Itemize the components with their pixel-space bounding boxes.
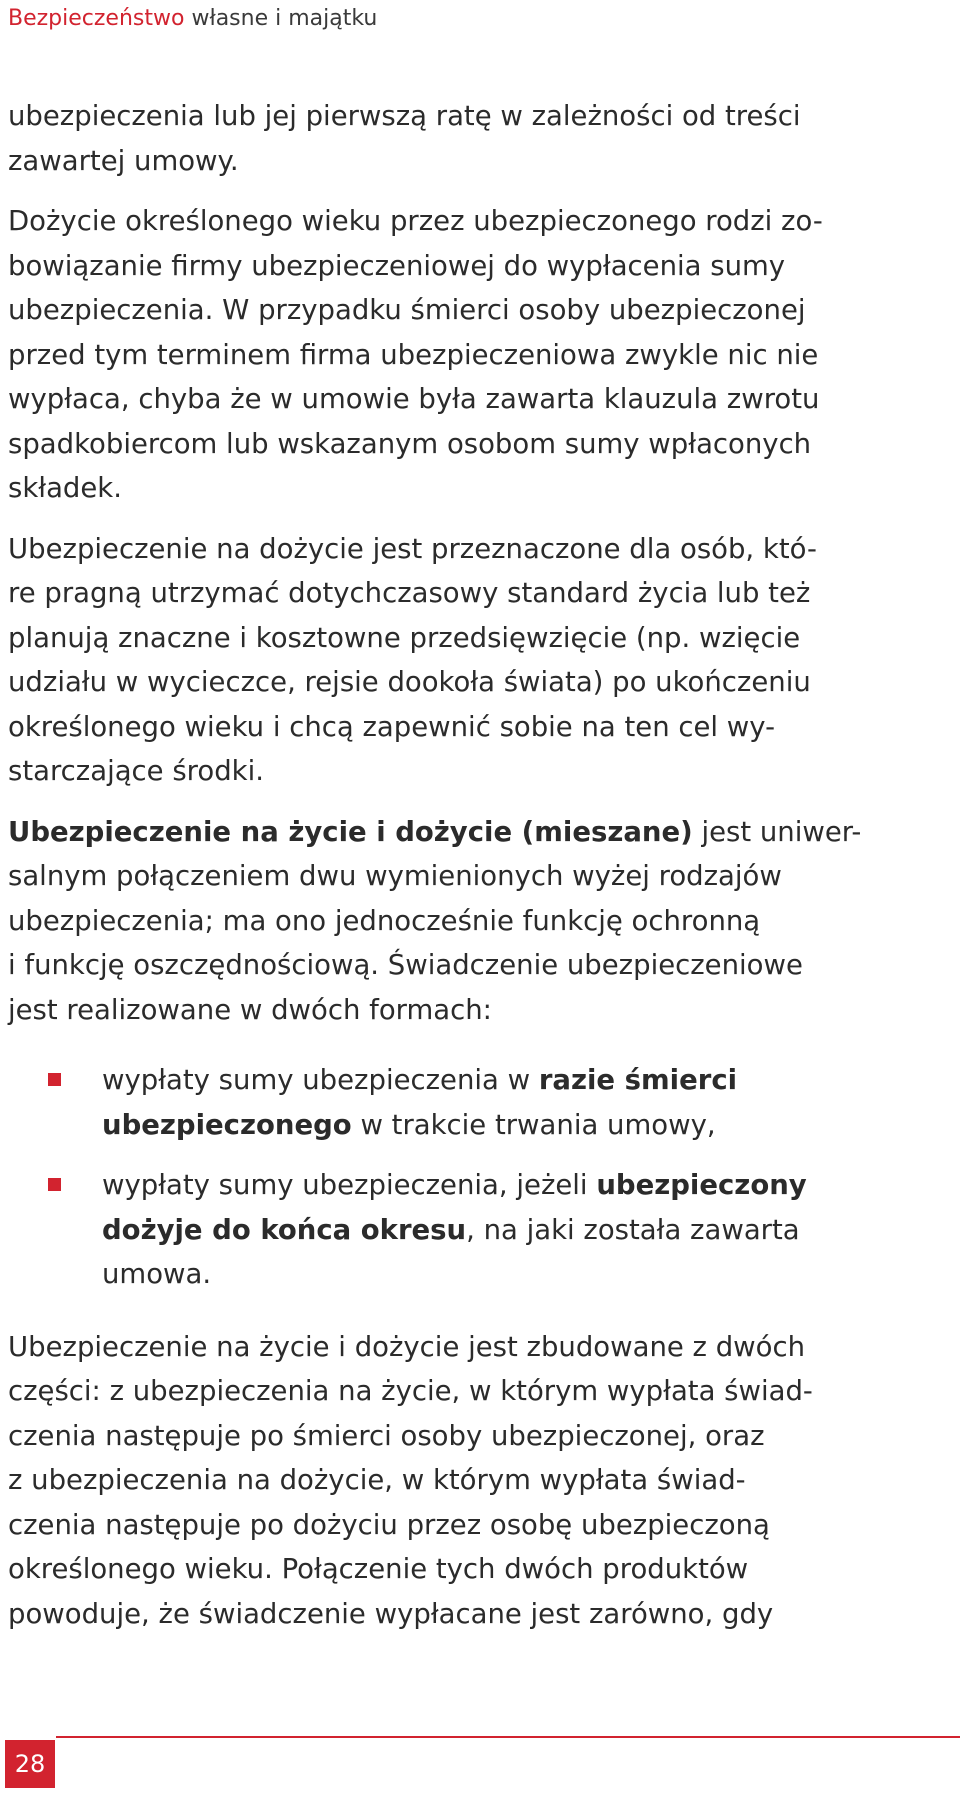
header-section-rest: własne i majątku (191, 6, 378, 31)
footer-divider (56, 1736, 960, 1738)
paragraph-1 (8, 94, 952, 183)
text-line: salnym połączeniem dwu wymienionych wyżej rodzajów (8, 860, 782, 892)
text-run: w trakcie trwania umowy, (351, 1108, 716, 1141)
text-line: Ubezpieczenie na życie i dożycie jest zbudowane z dwóch (8, 1330, 806, 1363)
bold-term: razie śmierci (538, 1064, 738, 1096)
text-run: , na jaki została zawarta (466, 1213, 800, 1246)
text-line: czenia następuje po śmierci osoby ubezpieczonej, oraz (8, 1419, 765, 1452)
text-line: re pragną utrzymać dotychczasowy standard życia lub też (8, 577, 811, 609)
text-line: ubezpieczenia lub jej pierwszą ratę w zależności od treści (8, 100, 801, 132)
paragraph-2 (8, 199, 952, 511)
text-run: wypłaty sumy ubezpieczenia, jeżeli (102, 1169, 597, 1201)
square-bullet-icon (48, 1178, 61, 1191)
text-line (102, 1058, 952, 1103)
text-line: z ubezpieczenia na dożycie, w którym wypłata świad- (8, 1464, 746, 1496)
bold-term: Ubezpieczenie na życie i dożycie (mieszane) (8, 815, 693, 848)
text-line: zawartej umowy. (8, 144, 239, 177)
paragraph-3 (8, 527, 952, 794)
bold-term: dożyje do końca okresu (102, 1213, 467, 1246)
text-line (102, 1208, 952, 1253)
paragraph-5 (8, 1325, 952, 1637)
text-line: i funkcję oszczędnościową. Świadczenie ubezpieczeniowe (8, 949, 803, 981)
text-line: udziału w wycieczce, rejsie dookoła świata) po ukończeniu (8, 666, 811, 698)
text-line: czenia następuje po dożyciu przez osobę ubezpieczoną (8, 1508, 770, 1541)
text-line: wypłaca, chyba że w umowie była zawarta klauzula zwrotu (8, 383, 820, 415)
text-line: ubezpieczenia; ma ono jednocześnie funkcję ochronną (8, 904, 761, 937)
text-line: planują znaczne i kosztowne przedsięwzięcie (np. wzięcie (8, 621, 801, 654)
text-line: części: z ubezpieczenia na życie, w którym wypłata świad- (8, 1375, 813, 1407)
text-line: określonego wieku. Połączenie tych dwóch produktów (8, 1553, 749, 1585)
running-header (8, 4, 377, 34)
bold-term: ubezpieczonego (102, 1108, 352, 1141)
text-line: składek. (8, 472, 122, 504)
text-line: określonego wieku i chcą zapewnić sobie na ten cel wy- (8, 710, 775, 743)
text-line: starczające środki. (8, 755, 264, 787)
text-line: przed tym terminem firma ubezpieczeniowa zwykle nic nie (8, 338, 819, 371)
text-run: wypłaty sumy ubezpieczenia w (102, 1064, 539, 1096)
text-line (102, 1103, 952, 1148)
page-number: 28 (5, 1740, 55, 1788)
header-section-accent: Bezpieczeństwo (8, 6, 185, 31)
text-run: jest uniwer- (692, 815, 862, 848)
body-text (8, 94, 952, 1652)
square-bullet-icon (48, 1073, 61, 1086)
text-line: jest realizowane w dwóch formach: (8, 993, 492, 1026)
paragraph-4 (8, 810, 952, 1033)
text-line: spadkobiercom lub wskazanym osobom sumy wpłaconych (8, 427, 812, 460)
text-line: umowa. (102, 1258, 212, 1290)
bullet-item (8, 1058, 952, 1147)
bullet-item (8, 1163, 952, 1297)
text-line: Dożycie określonego wieku przez ubezpieczonego rodzi zo- (8, 205, 823, 237)
text-line (8, 810, 952, 855)
text-line: bowiązanie firmy ubezpieczeniowej do wypłacenia sumy (8, 249, 786, 282)
bold-term: ubezpieczony (596, 1169, 807, 1201)
text-line: powoduje, że świadczenie wypłacane jest zarówno, gdy (8, 1597, 774, 1630)
text-line: Ubezpieczenie na dożycie jest przeznaczone dla osób, któ- (8, 532, 817, 565)
text-line: ubezpieczenia. W przypadku śmierci osoby ubezpieczonej (8, 294, 806, 326)
text-line (102, 1163, 952, 1208)
bullet-list (8, 1058, 952, 1297)
